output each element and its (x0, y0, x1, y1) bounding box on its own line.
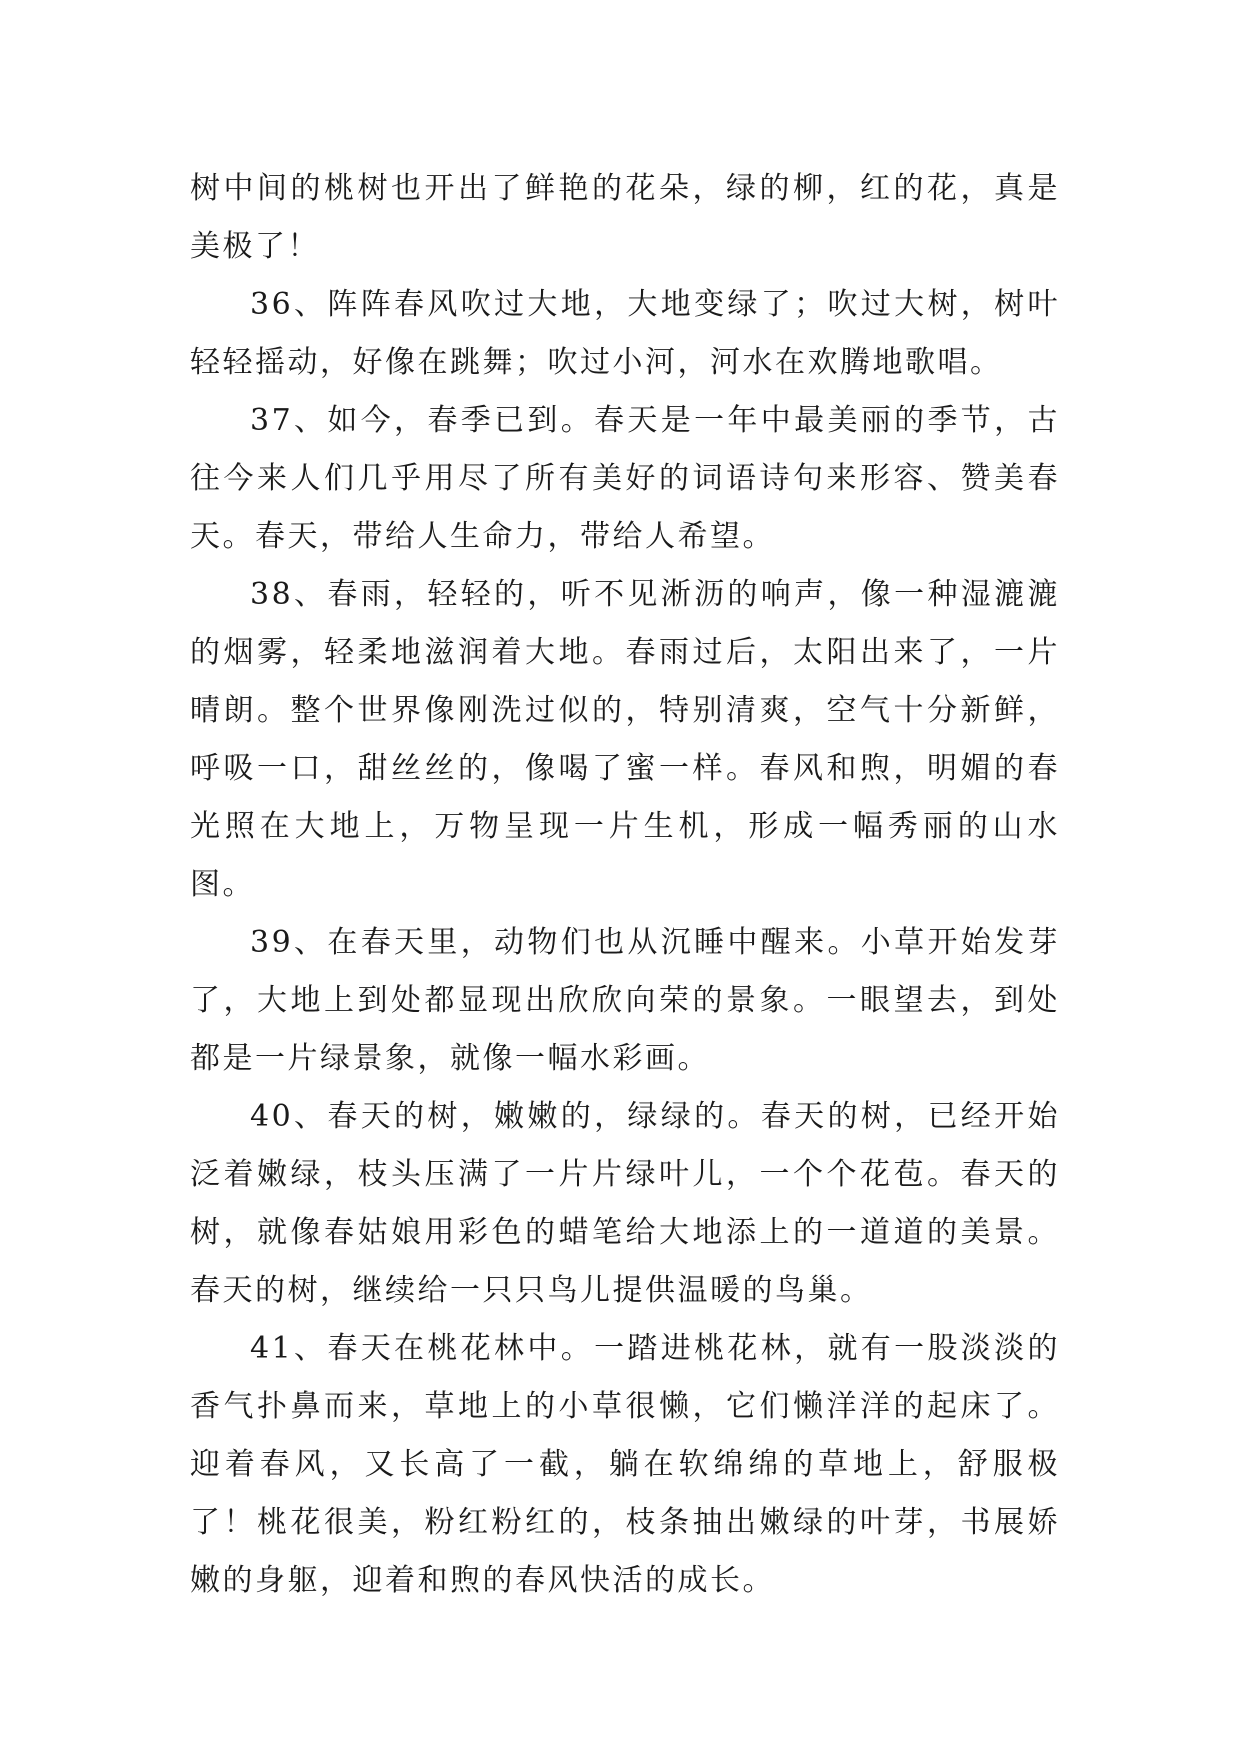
paragraph-item-37: 37、如今，春季已到。春天是一年中最美丽的季节，古往今来人们几乎用尽了所有美好的词语诗句来形容、赞美春天。春天，带给人生命力，带给人希望。 (190, 403, 1060, 554)
document-body (190, 160, 1060, 1610)
paragraph-continuation: 树中间的桃树也开出了鲜艳的花朵，绿的柳，红的花，真是美极了！ (190, 171, 1060, 264)
paragraph-item-41: 41、春天在桃花林中。一踏进桃花林，就有一股淡淡的香气扑鼻而来，草地上的小草很懒，它们懒洋洋的起床了。迎着春风，又长高了一截，躺在软绵绵的草地上，舒服极了！桃花很美，粉红粉红的，枝条抽出嫩绿的叶芽，书展娇嫩的身躯，迎着和煦的春风快活的成长。 (190, 1331, 1060, 1598)
paragraph-item-38: 38、春雨，轻轻的，听不见淅沥的响声，像一种湿漉漉的烟雾，轻柔地滋润着大地。春雨过后，太阳出来了，一片晴朗。整个世界像刚洗过似的，特别清爽，空气十分新鲜，呼吸一口，甜丝丝的，像喝了蜜一样。春风和煦，明媚的春光照在大地上，万物呈现一片生机，形成一幅秀丽的山水图。 (190, 577, 1060, 902)
paragraph-item-39: 39、在春天里，动物们也从沉睡中醒来。小草开始发芽了，大地上到处都显现出欣欣向荣的景象。一眼望去，到处都是一片绿景象，就像一幅水彩画。 (190, 925, 1060, 1076)
paragraph-item-40: 40、春天的树，嫩嫩的，绿绿的。春天的树，已经开始泛着嫩绿，枝头压满了一片片绿叶儿，一个个花苞。春天的树，就像春姑娘用彩色的蜡笔给大地添上的一道道的美景。春天的树，继续给一只只鸟儿提供温暖的鸟巢。 (190, 1099, 1060, 1308)
paragraph-item-36: 36、阵阵春风吹过大地，大地变绿了；吹过大树，树叶轻轻摇动，好像在跳舞；吹过小河，河水在欢腾地歌唱。 (190, 287, 1060, 380)
